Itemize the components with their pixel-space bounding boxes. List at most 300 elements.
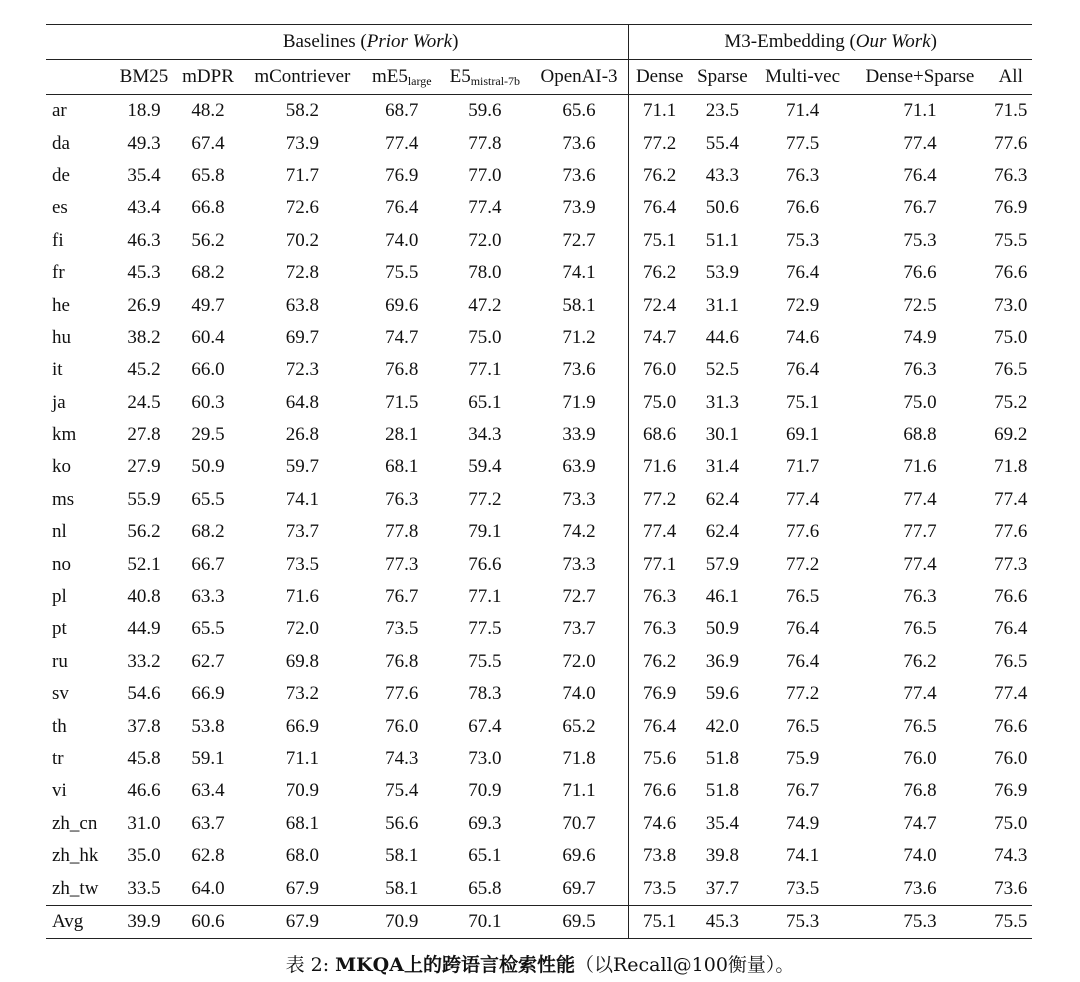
value-cell: 72.8	[285, 262, 319, 284]
value-cell: 33.5	[127, 877, 161, 899]
value-cell: 77.6	[385, 683, 419, 705]
value-cell: 77.1	[629, 548, 690, 580]
lang-cell: ko	[52, 456, 71, 478]
value-cell: 76.4	[903, 164, 937, 186]
value-cell: 70.9	[285, 780, 319, 802]
value-cell: 71.1	[562, 780, 596, 802]
value-cell: 52.5	[705, 359, 740, 381]
value-cell: 75.1	[629, 905, 690, 938]
value-cell: 75.4	[385, 780, 419, 802]
value-cell: 65.5	[191, 618, 225, 640]
value-cell: 76.4	[785, 618, 820, 640]
value-cell: 50.9	[191, 456, 225, 478]
value-cell: 69.1	[785, 424, 820, 446]
value-cell: 76.2	[629, 646, 690, 678]
value-cell: 77.6	[994, 132, 1028, 154]
value-cell: 31.0	[127, 812, 161, 834]
value-cell: 45.3	[127, 262, 161, 284]
value-cell: 68.2	[191, 521, 225, 543]
value-cell: 75.6	[629, 743, 690, 775]
value-cell: 62.4	[705, 521, 740, 543]
value-cell: 74.6	[785, 326, 820, 348]
value-cell: 50.9	[705, 618, 740, 640]
value-cell: 73.3	[562, 488, 596, 510]
value-cell: 77.0	[468, 164, 502, 186]
table-row	[46, 127, 1032, 159]
value-cell: 74.3	[994, 845, 1028, 867]
lang-cell: hu	[52, 326, 71, 348]
value-cell: 76.0	[903, 748, 937, 769]
value-cell: 69.5	[530, 905, 629, 938]
value-cell: 45.2	[127, 359, 161, 381]
value-cell: 73.5	[385, 618, 419, 640]
value-cell: 77.2	[629, 127, 690, 159]
value-cell: 76.0	[385, 715, 419, 737]
value-cell: 73.6	[562, 164, 596, 186]
value-cell: 74.1	[285, 488, 319, 510]
value-cell: 76.7	[903, 197, 937, 219]
value-cell: 76.9	[994, 197, 1028, 219]
value-cell: 76.5	[994, 650, 1028, 672]
value-cell: 73.9	[562, 197, 596, 219]
value-cell: 77.8	[468, 132, 502, 154]
value-cell: 68.0	[285, 845, 319, 867]
value-cell: 74.7	[385, 326, 419, 348]
table-row	[46, 516, 1032, 548]
value-cell: 66.8	[191, 197, 225, 219]
value-cell: 76.3	[385, 488, 419, 510]
column-header: OpenAI-3	[530, 60, 629, 95]
value-cell: 27.8	[127, 424, 161, 446]
value-cell: 59.6	[440, 95, 530, 128]
value-cell: 48.2	[175, 95, 241, 128]
value-cell: 46.1	[705, 586, 740, 608]
value-cell: 69.6	[562, 845, 596, 867]
value-cell: 76.4	[629, 192, 690, 224]
value-cell: 62.8	[191, 845, 225, 867]
value-cell: 77.4	[785, 488, 820, 510]
lang-cell: vi	[52, 780, 67, 802]
value-cell: 50.6	[705, 197, 740, 219]
value-cell: 46.6	[127, 780, 161, 802]
table-row	[46, 354, 1032, 386]
value-cell: 66.0	[191, 359, 225, 381]
value-cell: 76.0	[994, 748, 1028, 769]
value-cell: 42.0	[705, 715, 740, 737]
value-cell: 33.9	[562, 424, 596, 446]
value-cell: 77.1	[468, 359, 502, 381]
value-cell: 52.1	[127, 553, 161, 575]
value-cell: 40.8	[127, 586, 161, 608]
value-cell: 76.4	[785, 359, 820, 381]
value-cell: 18.9	[113, 95, 175, 128]
value-cell: 62.7	[191, 650, 225, 672]
value-cell: 26.8	[285, 424, 319, 446]
table-row	[46, 192, 1032, 224]
value-cell: 64.0	[191, 877, 225, 899]
value-cell: 74.6	[629, 808, 690, 840]
value-cell: 28.1	[385, 424, 419, 446]
column-header: Multi-vec	[755, 60, 851, 95]
value-cell: 71.1	[850, 95, 989, 128]
value-cell: 76.3	[903, 586, 937, 608]
value-cell: 31.1	[705, 294, 740, 316]
value-cell: 65.5	[191, 488, 225, 510]
table-row	[46, 419, 1032, 451]
avg-row	[46, 905, 1032, 938]
value-cell: 27.9	[127, 456, 161, 478]
value-cell: 76.8	[903, 780, 937, 802]
value-cell: 69.3	[468, 812, 502, 834]
lang-cell: fr	[52, 262, 65, 284]
lang-cell: de	[52, 164, 70, 186]
value-cell: 77.4	[903, 488, 937, 510]
value-cell: 73.5	[285, 553, 319, 575]
value-cell: 45.3	[690, 905, 755, 938]
value-cell: 71.8	[562, 748, 596, 769]
value-cell: 66.7	[191, 553, 225, 575]
value-cell: 46.3	[127, 229, 161, 251]
value-cell: 70.2	[285, 229, 319, 251]
value-cell: 76.9	[629, 678, 690, 710]
value-cell: 68.1	[385, 456, 419, 478]
value-cell: 76.4	[785, 650, 820, 672]
value-cell: 76.2	[903, 650, 937, 672]
value-cell: 76.4	[994, 618, 1028, 640]
value-cell: 49.7	[191, 294, 225, 316]
value-cell: 73.5	[629, 872, 690, 905]
column-header: mContriever	[241, 60, 364, 95]
value-cell: 36.9	[705, 650, 740, 672]
value-cell: 74.2	[562, 521, 596, 543]
value-cell: 23.5	[690, 95, 755, 128]
value-cell: 76.5	[903, 618, 937, 640]
table-row	[46, 484, 1032, 516]
value-cell: 58.1	[385, 877, 419, 899]
value-cell: 66.9	[285, 715, 319, 737]
value-cell: 73.7	[285, 521, 319, 543]
value-cell: 49.3	[127, 132, 161, 154]
value-cell: 69.7	[562, 877, 596, 899]
value-cell: 77.2	[629, 484, 690, 516]
value-cell: 77.2	[785, 553, 820, 575]
table-row	[46, 678, 1032, 710]
lang-cell: da	[52, 132, 70, 154]
value-cell: 62.4	[705, 488, 740, 510]
value-cell: 76.4	[629, 710, 690, 742]
value-cell: 43.3	[705, 164, 740, 186]
value-cell: 63.3	[191, 586, 225, 608]
value-cell: 73.3	[562, 553, 596, 575]
value-cell: 76.4	[385, 197, 419, 219]
value-cell: 69.7	[285, 326, 319, 348]
value-cell: 45.8	[127, 748, 161, 769]
column-header-row	[46, 60, 1032, 95]
value-cell: 72.4	[629, 289, 690, 321]
value-cell: 76.4	[785, 262, 820, 284]
value-cell: 75.5	[989, 905, 1032, 938]
table-row	[46, 451, 1032, 483]
table-row	[46, 387, 1032, 419]
value-cell: 75.5	[385, 262, 419, 284]
value-cell: 51.1	[705, 229, 740, 251]
table-row	[46, 646, 1032, 678]
column-header: Dense+Sparse	[850, 60, 989, 95]
value-cell: 68.2	[191, 262, 225, 284]
value-cell: 77.2	[468, 488, 502, 510]
group-header-row	[46, 25, 1032, 60]
value-cell: 70.9	[364, 905, 440, 938]
lang-cell: pt	[52, 618, 67, 640]
value-cell: 67.9	[241, 905, 364, 938]
value-cell: 76.6	[994, 715, 1028, 737]
value-cell: 63.9	[562, 456, 596, 478]
caption-bold: MKQA上的跨语言检索性能	[335, 954, 575, 976]
value-cell: 47.2	[468, 294, 502, 316]
value-cell: 76.3	[994, 164, 1028, 186]
value-cell: 77.4	[385, 132, 419, 154]
value-cell: 76.2	[629, 160, 690, 192]
value-cell: 39.8	[705, 845, 740, 867]
value-cell: 79.1	[468, 521, 502, 543]
value-cell: 43.4	[127, 197, 161, 219]
value-cell: 71.1	[285, 748, 319, 769]
value-cell: 76.6	[994, 262, 1028, 284]
table-body	[46, 95, 1032, 939]
value-cell: 58.1	[562, 294, 596, 316]
lang-cell: ar	[46, 95, 113, 128]
table-row	[46, 775, 1032, 807]
value-cell: 39.9	[113, 905, 175, 938]
value-cell: 76.6	[629, 775, 690, 807]
value-cell: 77.8	[385, 521, 419, 543]
column-header: BM25	[113, 60, 175, 95]
column-header: Dense	[629, 60, 690, 95]
caption-suffix: （以Recall@100衡量）。	[574, 954, 795, 976]
value-cell: 72.7	[562, 229, 596, 251]
value-cell: 73.5	[785, 877, 820, 899]
value-cell: 76.6	[994, 586, 1028, 608]
value-cell: 76.8	[385, 359, 419, 381]
value-cell: 77.6	[785, 521, 820, 543]
value-cell: 73.6	[562, 359, 596, 381]
value-cell: 77.3	[385, 553, 419, 575]
value-cell: 51.8	[705, 748, 740, 769]
value-cell: 77.2	[785, 683, 820, 705]
value-cell: 64.8	[285, 391, 319, 413]
value-cell: 76.6	[903, 262, 937, 284]
value-cell: 67.4	[468, 715, 502, 737]
value-cell: 74.1	[562, 262, 596, 284]
value-cell: 71.4	[755, 95, 851, 128]
value-cell: 65.6	[530, 95, 629, 128]
value-cell: 76.6	[785, 197, 820, 219]
value-cell: 66.9	[191, 683, 225, 705]
lang-cell: zh_hk	[52, 845, 99, 867]
value-cell: 71.6	[629, 451, 690, 483]
value-cell: 70.1	[440, 905, 530, 938]
value-cell: 72.5	[903, 294, 937, 316]
value-cell: 71.5	[385, 391, 419, 413]
value-cell: 69.8	[285, 650, 319, 672]
table-row	[46, 872, 1032, 905]
lang-cell: ja	[52, 391, 66, 413]
value-cell: 63.8	[285, 294, 319, 316]
value-cell: 35.4	[127, 164, 161, 186]
value-cell: 75.9	[785, 748, 820, 769]
value-cell: 73.7	[562, 618, 596, 640]
lang-cell: no	[52, 553, 71, 575]
value-cell: 71.6	[285, 586, 319, 608]
table-row	[46, 710, 1032, 742]
value-cell: 75.3	[903, 229, 937, 251]
value-cell: 75.0	[994, 812, 1028, 834]
value-cell: 73.6	[903, 877, 937, 899]
value-cell: 65.2	[562, 715, 596, 737]
lang-cell: it	[52, 359, 63, 381]
table-row	[46, 613, 1032, 645]
value-cell: 53.9	[705, 262, 740, 284]
value-cell: 75.5	[468, 650, 502, 672]
table-row	[46, 95, 1032, 128]
group-baselines-header: Baselines (Prior Work)	[113, 25, 629, 60]
lang-cell: zh_cn	[52, 812, 98, 834]
value-cell: 76.3	[903, 359, 937, 381]
value-cell: 67.4	[191, 132, 225, 154]
value-cell: 74.9	[903, 326, 937, 348]
lang-cell: fi	[52, 229, 64, 251]
value-cell: 56.6	[385, 812, 419, 834]
lang-cell: Avg	[46, 905, 113, 938]
value-cell: 74.3	[385, 748, 419, 769]
table-row	[46, 225, 1032, 257]
value-cell: 38.2	[127, 326, 161, 348]
value-cell: 76.3	[629, 581, 690, 613]
value-cell: 73.6	[562, 132, 596, 154]
value-cell: 65.1	[468, 845, 502, 867]
value-cell: 72.3	[285, 359, 319, 381]
table-caption	[0, 950, 1080, 977]
table-row	[46, 581, 1032, 613]
value-cell: 77.6	[994, 521, 1028, 543]
value-cell: 72.0	[468, 229, 502, 251]
value-cell: 37.7	[705, 877, 740, 899]
value-cell: 77.1	[468, 586, 502, 608]
value-cell: 76.5	[785, 715, 820, 737]
column-header: Sparse	[690, 60, 755, 95]
column-header: $mE5_{large}$	[364, 60, 440, 95]
value-cell: 73.8	[629, 840, 690, 872]
value-cell: 68.1	[285, 812, 319, 834]
value-cell: 77.4	[994, 683, 1028, 705]
value-cell: 75.2	[994, 391, 1028, 413]
value-cell: 24.5	[127, 391, 161, 413]
lang-cell: ru	[52, 650, 68, 672]
table-row	[46, 289, 1032, 321]
value-cell: 73.0	[994, 294, 1028, 316]
value-cell: 76.9	[385, 164, 419, 186]
value-cell: 74.1	[785, 845, 820, 867]
value-cell: 60.4	[191, 326, 225, 348]
value-cell: 77.5	[468, 618, 502, 640]
value-cell: 74.9	[785, 812, 820, 834]
value-cell: 69.2	[994, 424, 1028, 446]
value-cell: 71.7	[285, 164, 319, 186]
value-cell: 69.6	[385, 294, 419, 316]
value-cell: 77.4	[903, 553, 937, 575]
value-cell: 26.9	[127, 294, 161, 316]
value-cell: 60.3	[191, 391, 225, 413]
value-cell: 44.9	[127, 618, 161, 640]
value-cell: 77.3	[994, 553, 1028, 575]
value-cell: 55.4	[705, 132, 740, 154]
column-header: All	[989, 60, 1032, 95]
value-cell: 63.4	[191, 780, 225, 802]
value-cell: 71.6	[903, 456, 937, 478]
group-ours-header: M3-Embedding (Our Work)	[629, 25, 1032, 60]
value-cell: 51.8	[705, 780, 740, 802]
value-cell: 53.8	[191, 715, 225, 737]
value-cell: 58.1	[385, 845, 419, 867]
value-cell: 76.6	[468, 553, 502, 575]
lang-cell: th	[52, 715, 67, 737]
table-row	[46, 257, 1032, 289]
table-row	[46, 548, 1032, 580]
value-cell: 34.3	[468, 424, 502, 446]
value-cell: 77.4	[468, 197, 502, 219]
value-cell: 74.7	[629, 322, 690, 354]
lang-cell: he	[52, 294, 70, 316]
value-cell: 75.0	[468, 326, 502, 348]
value-cell: 71.7	[785, 456, 820, 478]
value-cell: 75.3	[850, 905, 989, 938]
value-cell: 71.5	[989, 95, 1032, 128]
value-cell: 75.3	[785, 229, 820, 251]
value-cell: 75.0	[994, 326, 1028, 348]
table-row	[46, 743, 1032, 775]
value-cell: 56.2	[127, 521, 161, 543]
value-cell: 67.9	[285, 877, 319, 899]
value-cell: 65.8	[191, 164, 225, 186]
value-cell: 75.1	[785, 391, 820, 413]
value-cell: 77.4	[994, 488, 1028, 510]
value-cell: 78.3	[468, 683, 502, 705]
value-cell: 55.9	[127, 488, 161, 510]
value-cell: 73.0	[468, 748, 502, 769]
value-cell: 70.9	[468, 780, 502, 802]
value-cell: 77.4	[903, 132, 937, 154]
value-cell: 76.8	[385, 650, 419, 672]
value-cell: 71.9	[562, 391, 596, 413]
value-cell: 35.0	[127, 845, 161, 867]
table-row	[46, 322, 1032, 354]
value-cell: 59.4	[468, 456, 502, 478]
value-cell: 68.6	[629, 419, 690, 451]
value-cell: 77.4	[903, 683, 937, 705]
value-cell: 75.0	[629, 387, 690, 419]
value-cell: 31.4	[705, 456, 740, 478]
lang-cell: sv	[52, 683, 69, 705]
value-cell: 76.5	[785, 586, 820, 608]
corner-cell	[46, 25, 113, 60]
value-cell: 72.0	[562, 650, 596, 672]
lang-cell: es	[52, 197, 68, 219]
value-cell: 68.7	[364, 95, 440, 128]
value-cell: 74.7	[903, 812, 937, 834]
value-cell: 29.5	[191, 424, 225, 446]
value-cell: 78.0	[468, 262, 502, 284]
value-cell: 76.5	[994, 359, 1028, 381]
